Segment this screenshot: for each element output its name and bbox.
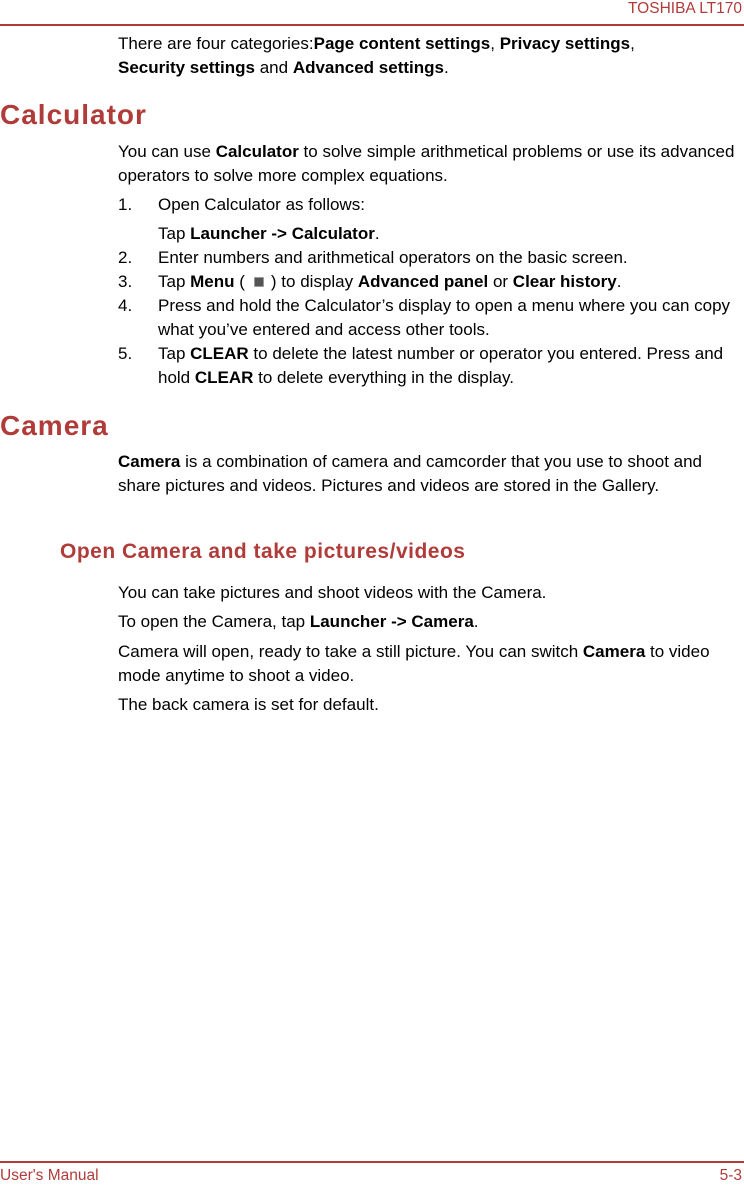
intro-paragraph: There are four categories:Page content settings, Privacy settings, Security settings and Advanced settings. <box>118 34 635 77</box>
camera-paragraph: The back camera is set for default. <box>118 695 379 714</box>
footer-manual-label: User's Manual <box>0 1167 99 1184</box>
page-number: 5-3 <box>719 1167 742 1184</box>
calculator-intro: You can use Calculator to solve simple arithmetical problems or use its advanced operators to solve more complex equations. <box>118 142 735 185</box>
calculator-heading: Calculator <box>0 99 147 130</box>
camera-paragraph: You can take pictures and shoot videos with the Camera. <box>118 583 547 602</box>
camera-paragraph: To open the Camera, tap Launcher -> Camera. <box>118 612 479 631</box>
camera-intro: Camera is a combination of camera and camcorder that you use to shoot and share pictures and videos. Pictures and videos are stored in the Gallery. <box>118 452 703 495</box>
header-title: TOSHIBA LT170 <box>627 0 742 17</box>
header-rule <box>0 24 744 26</box>
camera-paragraph: Camera will open, ready to take a still picture. You can switch Camera to video mode anytime to shoot a video. <box>118 642 710 685</box>
camera-subheading: Open Camera and take pictures/videos <box>60 540 466 563</box>
menu-icon <box>249 273 267 290</box>
footer-rule <box>0 1161 744 1163</box>
camera-heading: Camera <box>0 410 109 441</box>
